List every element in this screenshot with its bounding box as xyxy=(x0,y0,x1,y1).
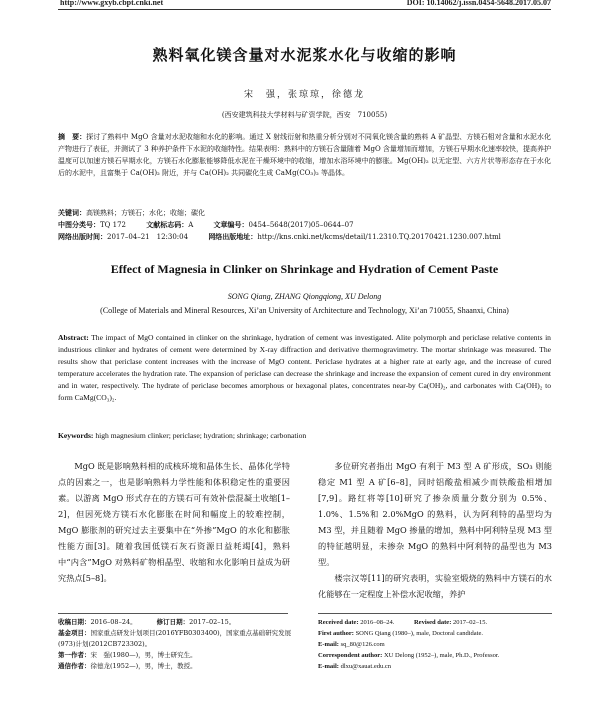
footnote-funding xyxy=(58,628,298,650)
footnote-rule-left xyxy=(58,613,288,614)
footnote-value: 国家重点研发计划项目(2016YFB0303400)，国家重点基础研究发展(973)计划(2012CB723302)。 xyxy=(58,629,292,648)
doc-code-value: A xyxy=(188,221,194,229)
footnote-label: 第一作者： xyxy=(58,651,91,659)
journal-url[interactable]: http://www.gxyb.cbpt.cnki.net xyxy=(60,0,164,7)
footnote-label: Received date: xyxy=(318,619,359,626)
clc-label: 中图分类号： xyxy=(58,220,100,229)
keywords-label: 关键词： xyxy=(58,208,86,217)
english-abstract-label: Abstract: xyxy=(58,333,89,342)
footnote-first-author xyxy=(58,650,298,661)
doi-text: DOI: 10.14062/j.issn.0454-5648.2017.05.07 xyxy=(406,0,551,7)
footnote-value: 2016–08–24. xyxy=(360,619,395,626)
chinese-keywords xyxy=(58,207,551,219)
body-right-column xyxy=(318,458,552,602)
footnote-label: First author: xyxy=(318,630,354,637)
chinese-abstract xyxy=(58,131,551,179)
english-authors: SONG Qiang, ZHANG Qiongqiong, XU Delong xyxy=(227,292,382,301)
footnote-dates xyxy=(58,617,298,628)
footnote-value: 2016–08–24。 xyxy=(90,618,137,626)
online-url-label: 网络出版地址： xyxy=(208,232,258,241)
footnote-email xyxy=(318,661,558,672)
abstract-text: 探讨了熟料中 MgO 含量对水泥收缩和水化的影响。通过 X 射线衍射和热重分析分别对不同氧化镁含量的熟料 A 矿晶型、方镁石相对含量和水泥水化产物进行了表征，并测试了 3 种养护条件下水泥的收缩特性。结果表明：熟料中的方镁石含量随着 MgO 含量增加而增加，方镁石早期水化速率较快，提高养护温度可以加速方镁石早期水化，方镁石水化膨胀能够降低水泥在干燥环境中的收缩，增加水浴环境中的膨胀。Mg(OH)₂ 以无定型、六方片状等形态存在于水化后的水泥中，且富集于 Ca(OH)₂ 附近，并与 Ca(OH)₂ 共同碳化生成 CaMg(CO₃)₂ 等晶体。 xyxy=(58,133,551,177)
footnote-email-link[interactable]: dlxu@xauat.edu.cn xyxy=(340,663,391,670)
footnote-rule-right xyxy=(318,613,552,614)
english-abstract-text: The impact of MgO contained in clinker on the shrinkage, hydration of cement was investigated. Alite polymorph and periclase relative contents in industrious clinker and hydrates of cement were determined by X-ray diffraction and derivative thermogravimetry. The mortar shrinkage was measured. The results show that periclase content increases with the increase of MgO content. Periclase hydrates at a higher rate at early age, and the increase of cured temperature accelerates the hydration rate. The expansion of periclase can decrease the shrinkage and increase the expansion of cement cured in dry environment and in water, respectively. The hydrate of periclase becomes amorphous or hexagonal plates, concentrates near-by Ca(OH)₂, and carbonates with Ca(OH)₂ to form CaMg(CO₃)₂. xyxy=(58,333,551,402)
footnote-value: 宋 强(1980—)，男，博士研究生。 xyxy=(90,651,197,659)
online-url-link[interactable]: http://kns.cnki.net/kcms/detail/11.2310.TQ.20170421.1230.007.html xyxy=(257,233,501,241)
chinese-title: 熟料氧化镁含量对水泥浆水化与收缩的影响 xyxy=(152,46,457,64)
body-paragraph: 楼宗汉等[11]的研究表明，实验室煅烧的熟料中方镁石的水化能够在一定程度上补偿水泥收缩，养护 xyxy=(318,573,552,599)
chinese-footnotes xyxy=(58,617,298,672)
keywords-text: 高镁熟料；方镁石；水化；收缩；碳化 xyxy=(86,209,205,217)
online-date-label: 网络出版时间： xyxy=(58,232,107,241)
footnote-value: 徐德龙(1952—)，男，博士，教授。 xyxy=(90,662,197,670)
abstract-label: 摘 要： xyxy=(58,132,87,141)
body-paragraph: 多位研究者指出 MgO 有利于 M3 型 A 矿形成，SO₃ 则能稳定 M1 型 A 矿[6–8]，同时铝酸盐相减少而铁酸盐相增加[7,9]。路红将等[10]研究了掺杂质量分数分别为 0.5%、1.0%、1.5%和 2.0%MgO 的熟料，认为阿利特的晶型均为 M3 型，并且随着 MgO 掺量的增加，熟料中阿利特呈现 M3 型的特征越明显，未掺杂 MgO 的熟料中阿利特的晶型也为 M3 型。 xyxy=(318,461,552,567)
article-no-label: 文章编号： xyxy=(213,220,249,229)
english-title: Effect of Magnesia in Clinker on Shrinkage and Hydration of Cement Paste xyxy=(110,262,499,276)
english-keywords xyxy=(58,430,551,442)
body-left-column xyxy=(58,458,290,586)
body-paragraph: MgO 既是影响熟料相的成核环境和晶体生长、晶体化学特点的因素之一，也是影响熟料力学性能和体积稳定性的重要因素。以游离 MgO 形式存在的方镁石可有效补偿混凝土收缩[1–2]，但因死烧方镁石水化膨胀在时间和幅度上的较难控制，MgO 膨胀剂的研究过去主要集中在“外掺”MgO 的水化和膨胀性能方面[3]。随着我国低镁石灰石资源日益耗竭[4]，熟料中“内含”MgO 对熟料矿物相晶型、收缩和水化影响日益成为研究热点[5–8]。 xyxy=(58,461,290,583)
clc-value: TQ 172 xyxy=(100,221,126,229)
footnote-label: 修订日期： xyxy=(156,618,190,626)
footnote-dates xyxy=(318,617,558,628)
footnote-email-link[interactable]: sq_80@126.com xyxy=(340,641,385,648)
footnote-value: 2017–02–15. xyxy=(452,619,488,626)
footnote-label: 基金项目： xyxy=(58,629,91,637)
chinese-affiliation: (西安建筑科技大学材料与矿资学院，西安 710055) xyxy=(221,111,388,119)
english-affiliation: (College of Materials and Mineral Resources, Xi’an University of Architecture and Technology, Xi’an 710055, Shaanxi, China) xyxy=(100,306,509,315)
article-no-value: 0454–5648(2017)05–0644–07 xyxy=(248,221,354,229)
footnote-email xyxy=(318,639,558,650)
chinese-authors: 宋 强，张琼琼，徐德龙 xyxy=(243,90,365,100)
online-date-value: 2017–04–21 12:30:04 xyxy=(107,233,189,241)
footnote-corresponding-author xyxy=(318,650,558,661)
footnote-label: 通信作者： xyxy=(58,662,91,670)
english-abstract xyxy=(58,332,551,404)
footnote-label: 收稿日期： xyxy=(58,618,91,626)
english-footnotes xyxy=(318,617,558,672)
english-keywords-label: Keywords: xyxy=(58,431,94,440)
footnote-first-author xyxy=(318,628,558,639)
footnote-value: XU Delong (1952–), male, Ph.D., Professor. xyxy=(383,652,500,659)
footnote-value: SONG Qiang (1980–), male, Doctoral candidate. xyxy=(355,630,483,637)
header-rule xyxy=(58,9,551,10)
footnote-label: Revised date: xyxy=(413,619,452,626)
footnote-corresponding-author xyxy=(58,661,298,672)
classification-row xyxy=(58,219,551,243)
footnote-label: E-mail: xyxy=(318,641,339,648)
doc-code-label: 文献标志码： xyxy=(146,220,189,229)
footnote-label: E-mail: xyxy=(318,663,339,670)
english-keywords-text: high magnesium clinker; periclase; hydration; shrinkage; carbonation xyxy=(95,431,307,440)
footnote-value: 2017–02–15。 xyxy=(189,618,236,626)
footnote-label: Correspondent author: xyxy=(318,652,383,659)
